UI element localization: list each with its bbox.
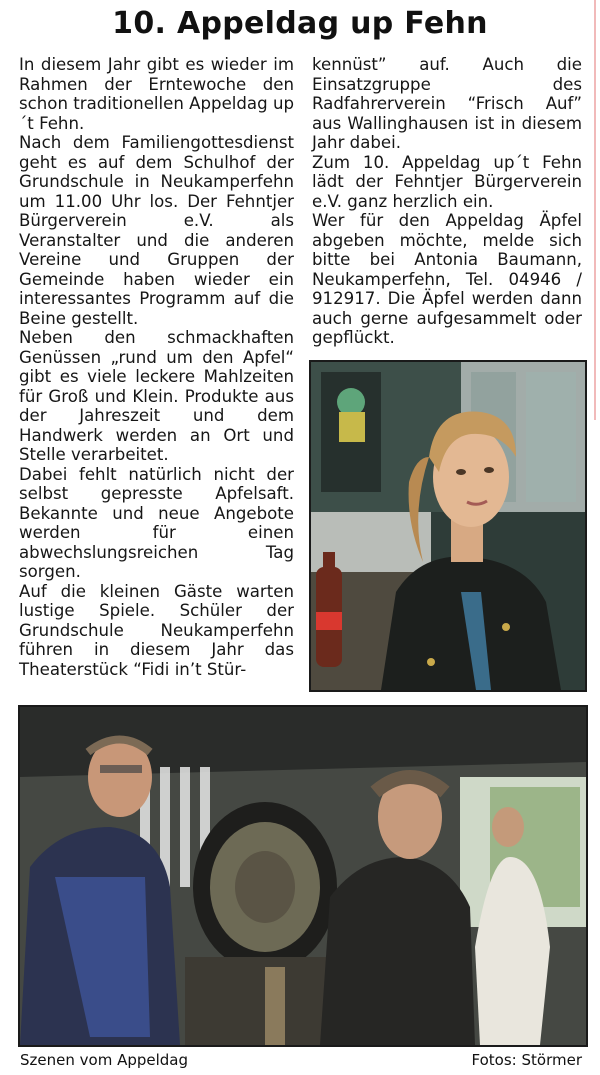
photo-girl	[309, 360, 587, 692]
paragraph: Neben den schmackhaften Genüssen „rund um den Apfel“ gibt es viele leckere Mahlzeiten für Groß und Klein. Produkte aus der Jahreszeit und dem Handwerk werden an Ort und Stelle verarbeitet.	[19, 328, 294, 464]
caption-left: Szenen vom Appeldag	[20, 1051, 189, 1069]
paragraph: Zum 10. Appeldag up´t Fehn lädt der Fehntjer Bürgerverein e.V. ganz herzlich ein.	[312, 152, 582, 211]
article-right-column	[312, 55, 582, 348]
paragraph: Wer für den Appeldag Äpfel abgeben möchte, melde sich bitte bei Antonia Baumann, Neukamperfehn, Tel. 04946 / 912917. Die Äpfel werden dann auch gerne aufgesammelt oder gepflückt.	[312, 211, 582, 347]
paragraph: kennüst” auf. Auch die Einsatzgruppe des Radfahrerverein “Frisch Auf” aus Wallinghausen ist in diesem Jahr dabei.	[312, 55, 582, 152]
margin-rule	[594, 0, 596, 420]
photo-girl-illustration	[311, 362, 585, 690]
caption-photo-credit: Fotos: Störmer	[471, 1051, 582, 1069]
article-left-column	[19, 55, 294, 679]
paragraph: Auf die kleinen Gäste warten lustige Spiele. Schüler der Grundschule Neukamperfehn führen in diesem Jahr das Theaterstück “Fidi in’t Stür-	[19, 581, 294, 679]
photo-scene-illustration	[20, 707, 586, 1045]
photo-scene	[18, 705, 588, 1047]
paragraph: Nach dem Familiengottesdienst geht es auf dem Schulhof der Grundschule in Neukamperfehn um 11.00 Uhr los. Der Fehntjer Bürgerverein e.V. als Veranstalter und die anderen Vereine und Gruppen der Gemeinde haben wieder ein interessantes Programm auf die Beine gestellt.	[19, 133, 294, 328]
paragraph: In diesem Jahr gibt es wieder im Rahmen der Erntewoche den schon traditionellen Appeldag up´t Fehn.	[19, 55, 294, 133]
paragraph: Dabei fehlt natürlich nicht der selbst gepresste Apfelsaft. Bekannte und neue Angebote werden für einen abwechslungsreichen Tag sorgen.	[19, 464, 294, 581]
article-title: 10. Appeldag up Fehn	[112, 6, 488, 41]
